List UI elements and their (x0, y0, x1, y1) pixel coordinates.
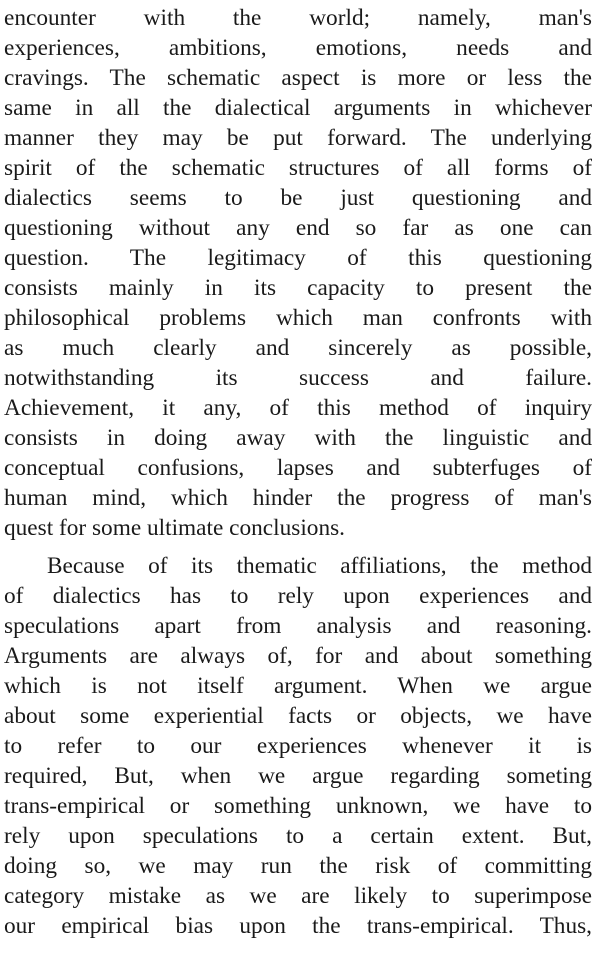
text-line: experiences, ambitions, emotions, needs and (4, 35, 592, 61)
text-line: Achievement, it any, of this method of inquiry (4, 395, 592, 421)
text-line: human mind, which hinder the progress of man's (4, 485, 592, 511)
text-line: Because of its thematic affiliations, the method (47, 553, 592, 579)
text-line: cravings. The schematic aspect is more or less the (4, 65, 592, 91)
text-line: our empirical bias upon the trans-empirical. Thus, (4, 913, 592, 939)
text-line: of dialectics has to rely upon experiences and (4, 583, 592, 609)
text-line: same in all the dialectical arguments in whichever (4, 95, 592, 121)
paragraph-1 (4, 3, 592, 543)
text-line: encounter with the world; namely, man's (4, 5, 592, 31)
text-line: rely upon speculations to a certain extent. But, (4, 823, 592, 849)
text-line: quest for some ultimate conclusions. (4, 515, 345, 541)
paragraph-2 (4, 551, 592, 941)
text-line: spirit of the schematic structures of all forms of (4, 155, 592, 181)
text-line: speculations apart from analysis and reasoning. (4, 613, 592, 639)
text-line: consists in doing away with the linguistic and (4, 425, 592, 451)
text-line: to refer to our experiences whenever it is (4, 733, 592, 759)
text-line: about some experiential facts or objects, we have (4, 703, 592, 729)
text-line: dialectics seems to be just questioning and (4, 185, 592, 211)
text-line: philosophical problems which man confronts with (4, 305, 592, 331)
text-line: trans-empirical or something unknown, we have to (4, 793, 592, 819)
text-line: questioning without any end so far as one can (4, 215, 592, 241)
text-line: as much clearly and sincerely as possible, (4, 335, 592, 361)
text-line: Arguments are always of, for and about something (4, 643, 592, 669)
text-line: required, But, when we argue regarding someting (4, 763, 592, 789)
text-line: category mistake as we are likely to superimpose (4, 883, 592, 909)
text-line: manner they may be put forward. The underlying (4, 125, 592, 151)
text-line: doing so, we may run the risk of committing (4, 853, 592, 879)
text-line: consists mainly in its capacity to present the (4, 275, 592, 301)
text-line: conceptual confusions, lapses and subterfuges of (4, 455, 592, 481)
text-line: which is not itself argument. When we argue (4, 673, 592, 699)
text-line: question. The legitimacy of this questioning (4, 245, 592, 271)
paragraph-spacer (4, 543, 592, 551)
document-page (4, 3, 592, 941)
text-line: notwithstanding its success and failure. (4, 365, 592, 391)
